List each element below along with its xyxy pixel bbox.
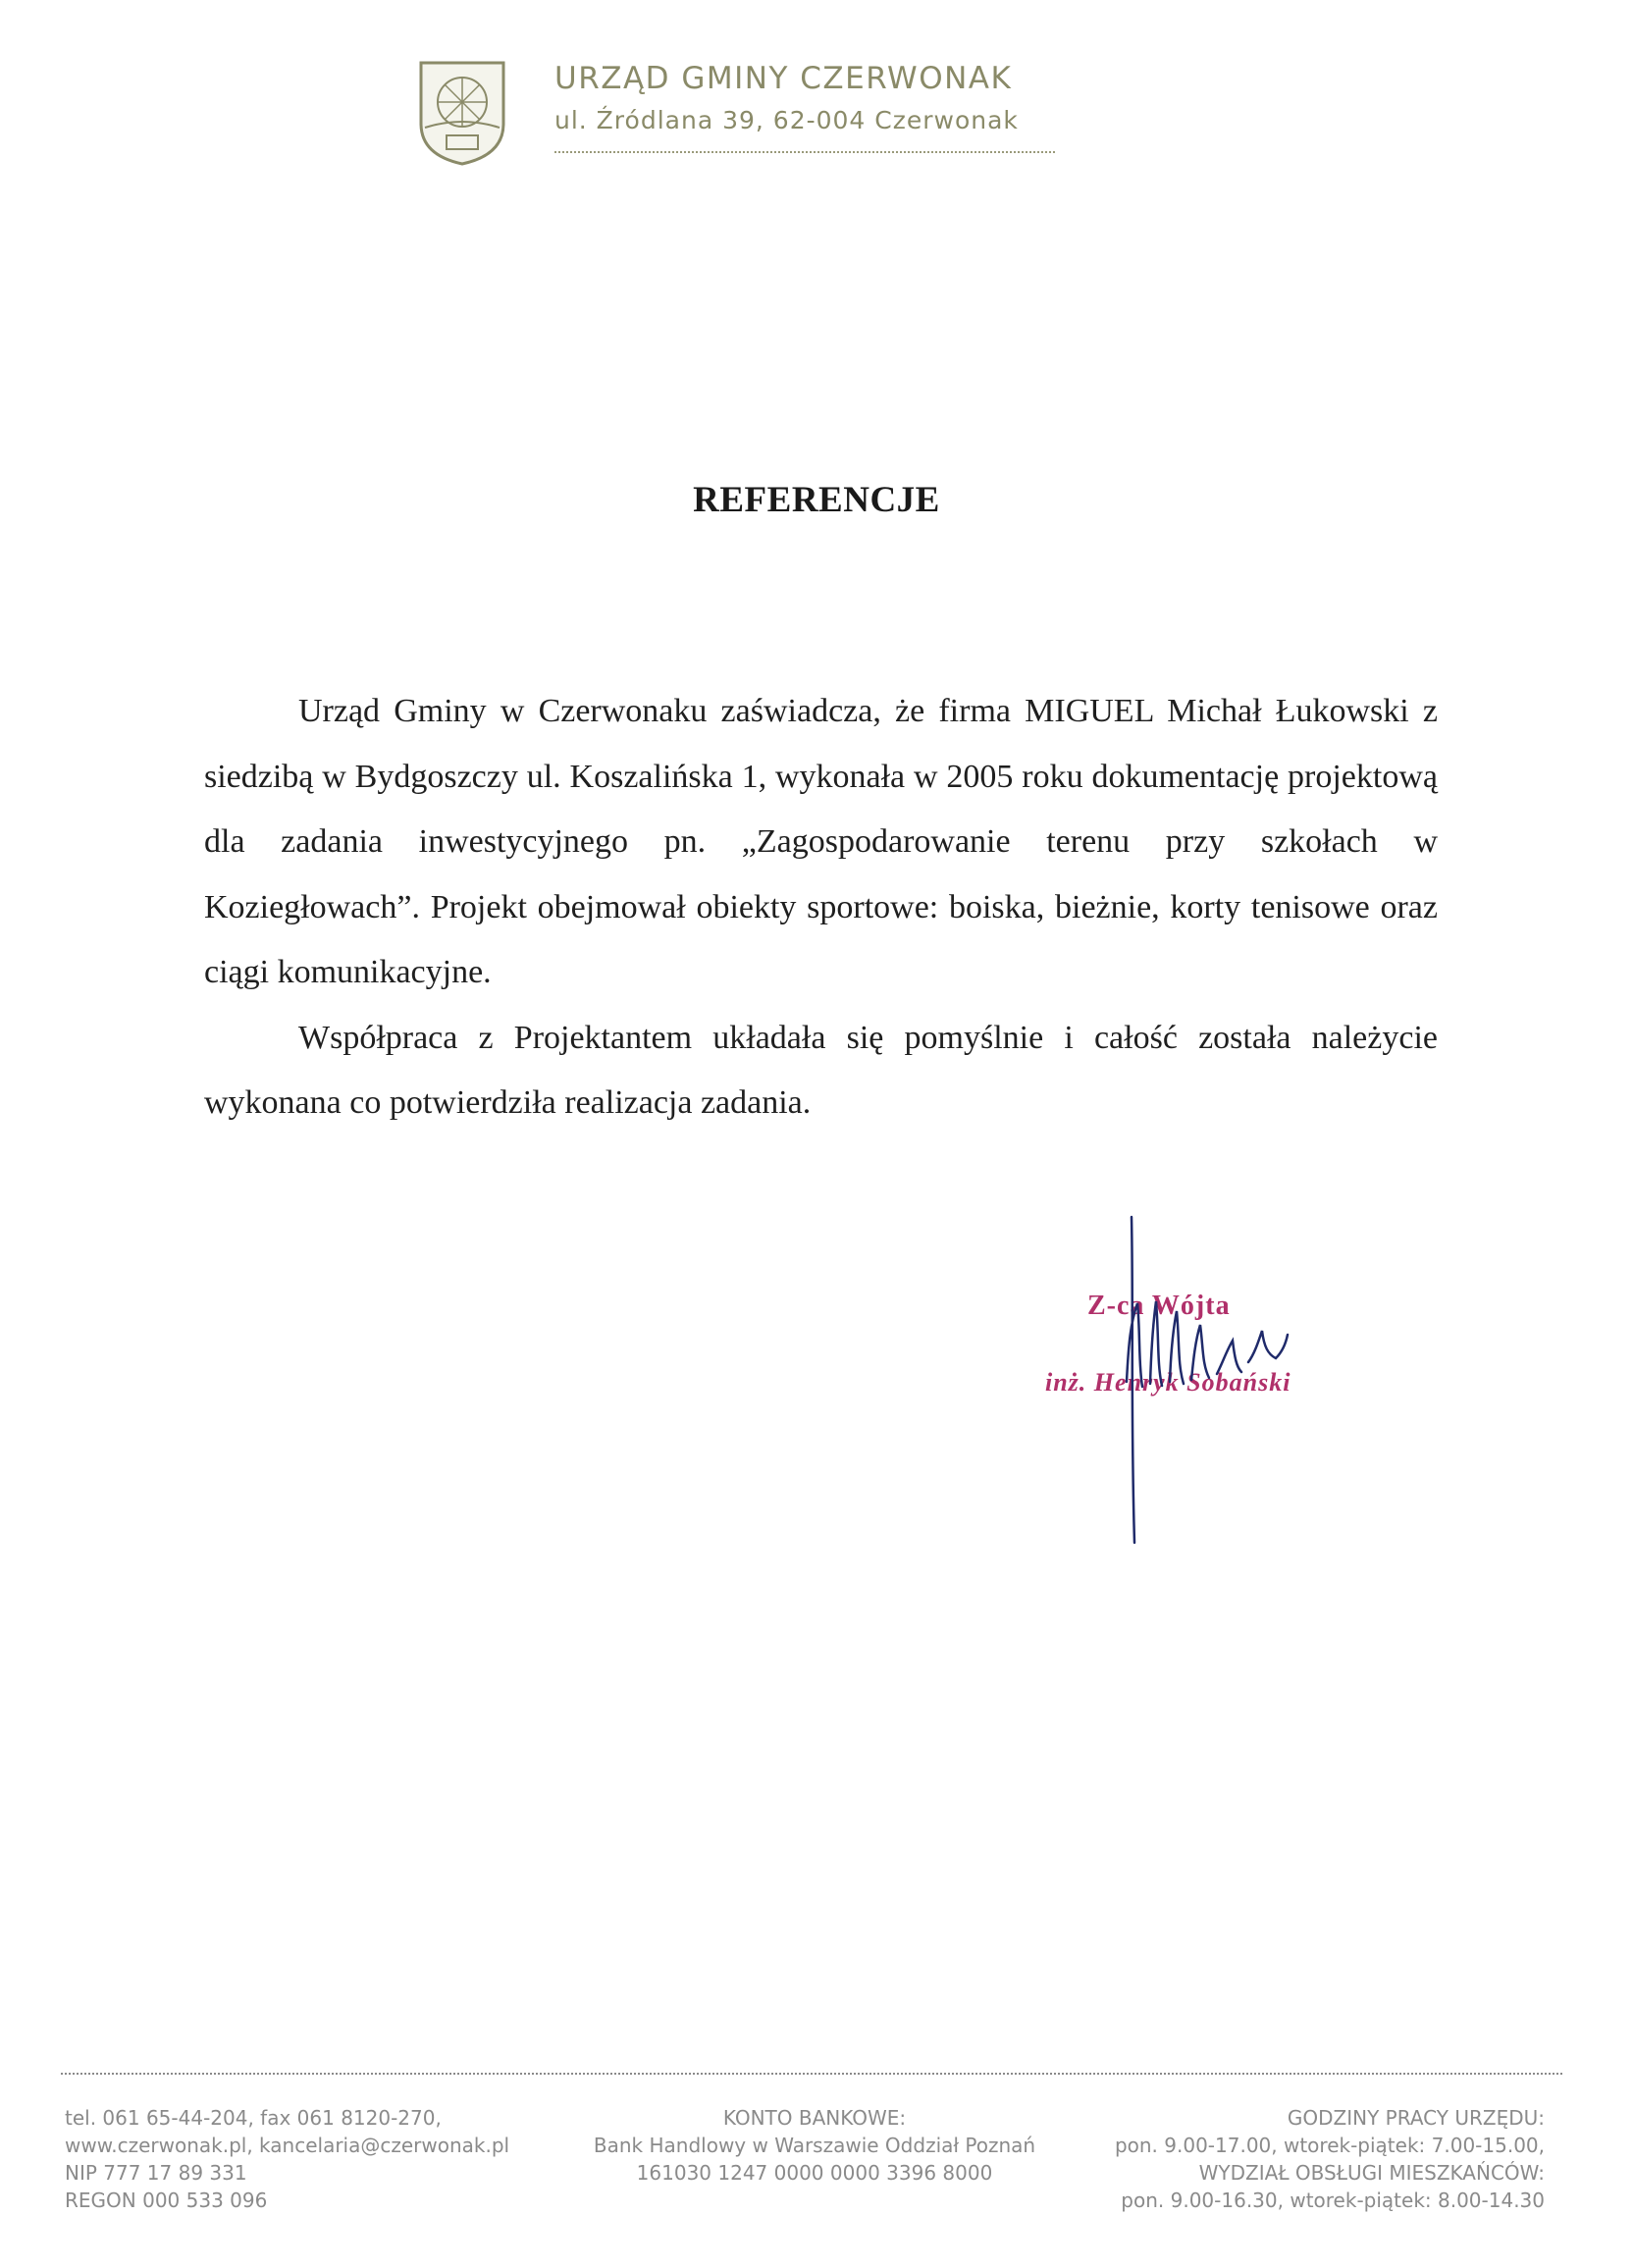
footer-phone: tel. 061 65-44-204, fax 061 8120-270, <box>65 2106 442 2130</box>
letter-body <box>204 679 1438 1136</box>
footer-dept-heading: WYDZIAŁ OBSŁUGI MIESZKAŃCÓW: <box>1198 2161 1545 2185</box>
municipal-crest-icon <box>417 59 507 167</box>
office-address: ul. Źródlana 39, 62-004 Czerwonak <box>554 106 1019 134</box>
body-paragraph-2: Współpraca z Projektantem układała się pomyślnie i całość została należycie wykonana co potwierdziła realizacja zadania. <box>204 1019 1438 1121</box>
handwritten-signature-icon <box>1040 1215 1354 1549</box>
footer-bank-account: 161030 1247 0000 0000 3396 8000 <box>636 2161 993 2185</box>
footer-regon: REGON 000 533 096 <box>65 2189 268 2212</box>
footer-dept-hours: pon. 9.00-16.30, wtorek-piątek: 8.00-14.30 <box>1121 2189 1545 2212</box>
signature-stamp-title: Z-ca Wójta <box>1087 1291 1231 1321</box>
letterhead-divider <box>554 151 1055 153</box>
office-name: URZĄD GMINY CZERWONAK <box>554 61 1013 96</box>
footer-web: www.czerwonak.pl, kancelaria@czerwonak.pl <box>65 2134 510 2157</box>
footer-bank-name: Bank Handlowy w Warszawie Oddział Poznań <box>593 2134 1036 2157</box>
footer-hours-heading: GODZINY PRACY URZĘDU: <box>1287 2106 1545 2130</box>
letterhead <box>417 57 1055 170</box>
document-title: REFERENCJE <box>693 480 940 520</box>
footer-contact <box>65 2104 509 2214</box>
footer-bank-heading: KONTO BANKOWE: <box>722 2106 907 2130</box>
signature-stamp-name: inż. Henryk Sobański <box>1045 1368 1291 1397</box>
footer-office-hours: pon. 9.00-17.00, wtorek-piątek: 7.00-15.00, <box>1114 2134 1545 2157</box>
footer-hours <box>1115 2104 1545 2214</box>
footer-divider <box>61 2073 1562 2075</box>
signature-block <box>1040 1215 1354 1549</box>
body-paragraph-1: Urząd Gminy w Czerwonaku zaświadcza, że firma MIGUEL Michał Łukowski z siedzibą w Bydgoszczy ul. Koszalińska 1, wykonała w 2005 roku dokumentację projektową dla zadania inwestycyjnego pn. „Zagospodarowanie terenu przy szkołach w Koziegłowach”. Projekt obejmował obiekty sportowe: boiska, bieżnie, korty tenisowe oraz ciągi komunikacyjne. <box>204 693 1438 990</box>
footer-nip: NIP 777 17 89 331 <box>65 2161 247 2185</box>
footer-bank <box>579 2104 1050 2187</box>
